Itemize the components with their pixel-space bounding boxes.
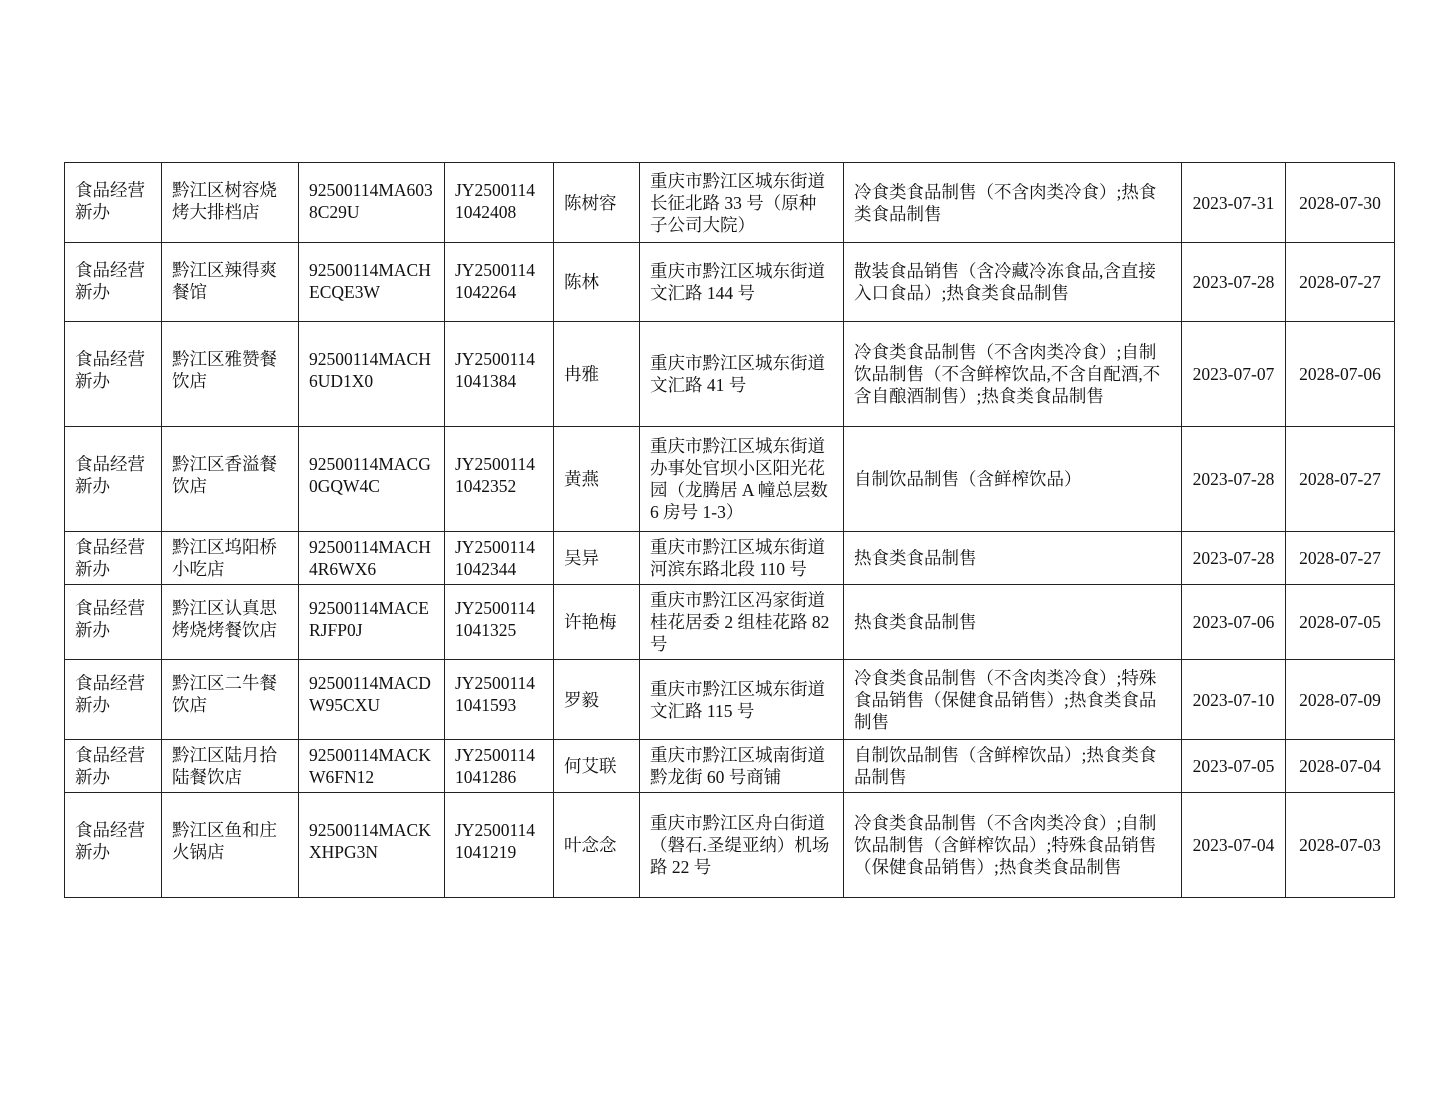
- cell-address: 重庆市黔江区城东街道河滨东路北段 110 号: [640, 532, 844, 585]
- cell-business-scope: 冷食类食品制售（不含肉类冷食）;特殊食品销售（保健食品销售）;热食类食品制售: [844, 660, 1182, 740]
- table-row: [65, 740, 1395, 793]
- cell-business-scope: 自制饮品制售（含鲜榨饮品）: [844, 427, 1182, 532]
- cell-expiry-date: 2028-07-09: [1286, 660, 1395, 740]
- cell-business-name: 黔江区树容烧烤大排档店: [162, 163, 299, 243]
- cell-license-number: JY25001141042264: [445, 243, 554, 322]
- cell-issue-date: 2023-07-28: [1182, 243, 1286, 322]
- cell-license-number: JY25001141042408: [445, 163, 554, 243]
- cell-business-scope: 冷食类食品制售（不含肉类冷食）;自制饮品制售（不含鲜榨饮品,不含自配酒,不含自酿酒制售）;热食类食品制售: [844, 322, 1182, 427]
- cell-expiry-date: 2028-07-05: [1286, 585, 1395, 660]
- cell-expiry-date: 2028-07-27: [1286, 532, 1395, 585]
- cell-type: 食品经营新办: [65, 532, 162, 585]
- cell-legal-person: 许艳梅: [554, 585, 640, 660]
- cell-legal-person: 黄燕: [554, 427, 640, 532]
- cell-license-number: JY25001141041286: [445, 740, 554, 793]
- cell-business-name: 黔江区鱼和庄火锅店: [162, 793, 299, 898]
- cell-license-number: JY25001141042352: [445, 427, 554, 532]
- cell-type: 食品经营新办: [65, 740, 162, 793]
- cell-business-scope: 热食类食品制售: [844, 585, 1182, 660]
- cell-expiry-date: 2028-07-30: [1286, 163, 1395, 243]
- cell-expiry-date: 2028-07-04: [1286, 740, 1395, 793]
- cell-address: 重庆市黔江区城东街道文汇路 115 号: [640, 660, 844, 740]
- cell-expiry-date: 2028-07-06: [1286, 322, 1395, 427]
- cell-license-number: JY25001141041593: [445, 660, 554, 740]
- cell-issue-date: 2023-07-05: [1182, 740, 1286, 793]
- cell-business-scope: 热食类食品制售: [844, 532, 1182, 585]
- cell-type: 食品经营新办: [65, 585, 162, 660]
- cell-credit-code: 92500114MA6038C29U: [299, 163, 445, 243]
- cell-business-name: 黔江区认真思烤烧烤餐饮店: [162, 585, 299, 660]
- cell-legal-person: 何艾联: [554, 740, 640, 793]
- cell-credit-code: 92500114MACH4R6WX6: [299, 532, 445, 585]
- table-row: [65, 532, 1395, 585]
- cell-legal-person: 陈树容: [554, 163, 640, 243]
- table-row: [65, 322, 1395, 427]
- cell-business-name: 黔江区坞阳桥小吃店: [162, 532, 299, 585]
- cell-address: 重庆市黔江区舟白街道（磐石.圣缇亚纳）机场路 22 号: [640, 793, 844, 898]
- cell-issue-date: 2023-07-31: [1182, 163, 1286, 243]
- cell-credit-code: 92500114MACH6UD1X0: [299, 322, 445, 427]
- cell-legal-person: 陈林: [554, 243, 640, 322]
- cell-address: 重庆市黔江区城东街道长征北路 33 号（原种子公司大院）: [640, 163, 844, 243]
- cell-type: 食品经营新办: [65, 793, 162, 898]
- table-row: [65, 243, 1395, 322]
- cell-type: 食品经营新办: [65, 243, 162, 322]
- table-row: [65, 585, 1395, 660]
- table-row: [65, 163, 1395, 243]
- cell-issue-date: 2023-07-06: [1182, 585, 1286, 660]
- cell-legal-person: 冉雅: [554, 322, 640, 427]
- cell-business-scope: 自制饮品制售（含鲜榨饮品）;热食类食品制售: [844, 740, 1182, 793]
- cell-issue-date: 2023-07-28: [1182, 532, 1286, 585]
- license-records-table: [64, 162, 1395, 898]
- cell-type: 食品经营新办: [65, 427, 162, 532]
- cell-license-number: JY25001141041219: [445, 793, 554, 898]
- cell-business-name: 黔江区二牛餐饮店: [162, 660, 299, 740]
- table-row: [65, 793, 1395, 898]
- cell-business-name: 黔江区辣得爽餐馆: [162, 243, 299, 322]
- table-row: [65, 427, 1395, 532]
- cell-type: 食品经营新办: [65, 322, 162, 427]
- cell-business-name: 黔江区陆月拾陆餐饮店: [162, 740, 299, 793]
- cell-expiry-date: 2028-07-03: [1286, 793, 1395, 898]
- cell-credit-code: 92500114MACKW6FN12: [299, 740, 445, 793]
- cell-address: 重庆市黔江区城东街道文汇路 41 号: [640, 322, 844, 427]
- cell-credit-code: 92500114MACDW95CXU: [299, 660, 445, 740]
- cell-license-number: JY25001141041325: [445, 585, 554, 660]
- cell-type: 食品经营新办: [65, 163, 162, 243]
- cell-credit-code: 92500114MACERJFP0J: [299, 585, 445, 660]
- cell-legal-person: 罗毅: [554, 660, 640, 740]
- cell-credit-code: 92500114MACG0GQW4C: [299, 427, 445, 532]
- cell-business-scope: 冷食类食品制售（不含肉类冷食）;自制饮品制售（含鲜榨饮品）;特殊食品销售（保健食品销售）;热食类食品制售: [844, 793, 1182, 898]
- cell-issue-date: 2023-07-04: [1182, 793, 1286, 898]
- cell-credit-code: 92500114MACKXHPG3N: [299, 793, 445, 898]
- cell-expiry-date: 2028-07-27: [1286, 427, 1395, 532]
- cell-legal-person: 吴异: [554, 532, 640, 585]
- cell-expiry-date: 2028-07-27: [1286, 243, 1395, 322]
- cell-address: 重庆市黔江区城东街道文汇路 144 号: [640, 243, 844, 322]
- cell-business-scope: 冷食类食品制售（不含肉类冷食）;热食类食品制售: [844, 163, 1182, 243]
- table-row: [65, 660, 1395, 740]
- cell-legal-person: 叶念念: [554, 793, 640, 898]
- cell-license-number: JY25001141042344: [445, 532, 554, 585]
- cell-license-number: JY25001141041384: [445, 322, 554, 427]
- cell-issue-date: 2023-07-10: [1182, 660, 1286, 740]
- cell-type: 食品经营新办: [65, 660, 162, 740]
- cell-business-name: 黔江区香溢餐饮店: [162, 427, 299, 532]
- cell-credit-code: 92500114MACHECQE3W: [299, 243, 445, 322]
- cell-business-name: 黔江区雅赞餐饮店: [162, 322, 299, 427]
- cell-address: 重庆市黔江区冯家街道桂花居委 2 组桂花路 82 号: [640, 585, 844, 660]
- cell-address: 重庆市黔江区城东街道办事处官坝小区阳光花园（龙腾居 A 幢总层数 6 房号 1-3）: [640, 427, 844, 532]
- cell-address: 重庆市黔江区城南街道黔龙街 60 号商铺: [640, 740, 844, 793]
- cell-issue-date: 2023-07-07: [1182, 322, 1286, 427]
- cell-business-scope: 散装食品销售（含冷藏冷冻食品,含直接入口食品）;热食类食品制售: [844, 243, 1182, 322]
- cell-issue-date: 2023-07-28: [1182, 427, 1286, 532]
